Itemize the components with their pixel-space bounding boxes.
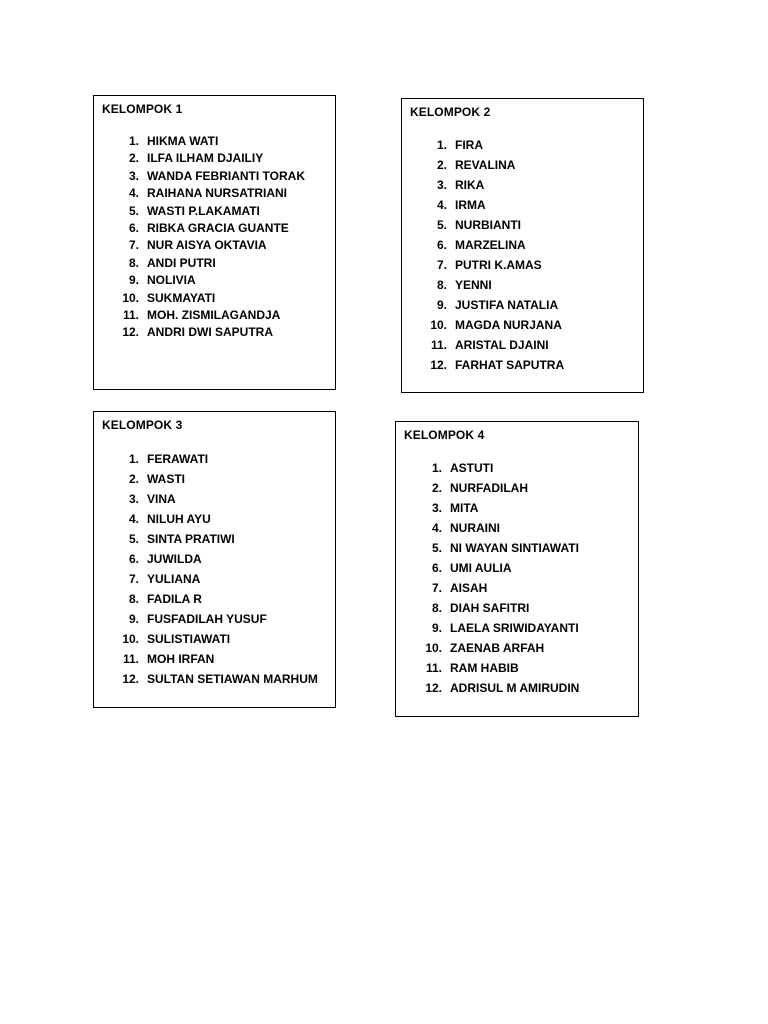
member-name: NUR AISYA OKTAVIA <box>147 238 267 253</box>
member-item <box>431 480 528 496</box>
group-title-2: KELOMPOK 2 <box>410 105 491 119</box>
member-number: 6. <box>431 561 442 575</box>
member-item <box>436 197 486 213</box>
member-name: ANDI PUTRI <box>147 255 216 270</box>
member-number: 10. <box>122 632 139 646</box>
member-name: DIAH SAFITRI <box>450 601 530 615</box>
member-number: 7. <box>436 258 447 272</box>
member-item <box>128 511 211 527</box>
member-name: MAGDA NURJANA <box>455 318 562 332</box>
member-item <box>128 255 216 271</box>
member-name: NOLIVIA <box>147 273 196 288</box>
member-name: FIRA <box>455 138 483 152</box>
member-name: REVALINA <box>455 158 516 172</box>
member-item <box>436 277 492 293</box>
member-number: 9. <box>431 621 442 635</box>
member-item <box>122 651 215 667</box>
member-number: 12. <box>122 672 139 686</box>
member-number: 5. <box>436 218 447 232</box>
member-number: 9. <box>128 612 139 626</box>
member-name: RIKA <box>455 178 485 192</box>
member-item <box>128 491 176 507</box>
member-name: NI WAYAN SINTIAWATI <box>450 541 579 555</box>
member-item <box>425 660 519 676</box>
member-item <box>431 620 579 636</box>
member-name: RIBKA GRACIA GUANTE <box>147 221 289 235</box>
member-item <box>122 324 273 340</box>
member-item <box>122 290 216 306</box>
member-number: 12. <box>122 325 139 340</box>
member-item <box>128 591 202 607</box>
member-name: YENNI <box>455 278 492 292</box>
member-number: 11. <box>122 308 139 322</box>
member-number: 7. <box>128 572 139 586</box>
member-number: 12. <box>430 358 447 372</box>
member-item <box>425 680 580 696</box>
member-number: 7. <box>431 581 442 595</box>
group-box-4 <box>395 421 639 717</box>
member-name: AISAH <box>450 581 488 595</box>
member-number: 1. <box>128 134 139 148</box>
member-name: UMI AULIA <box>450 561 512 575</box>
member-name: RAIHANA NURSATRIANI <box>147 186 287 201</box>
member-name: ASTUTI <box>450 461 494 475</box>
member-item <box>128 237 267 253</box>
group-box-1 <box>93 95 336 390</box>
member-number: 2. <box>436 158 447 172</box>
member-item <box>128 220 289 236</box>
member-item <box>431 500 479 516</box>
member-item <box>128 272 196 288</box>
member-number: 3. <box>431 501 442 515</box>
member-name: ARISTAL DJAINI <box>455 338 549 352</box>
group-title-4: KELOMPOK 4 <box>404 428 485 442</box>
member-name: MARZELINA <box>455 238 526 252</box>
member-item <box>436 237 526 253</box>
member-item <box>128 203 260 219</box>
group-box-2 <box>401 98 644 393</box>
member-name: ANDRI DWI SAPUTRA <box>147 325 273 340</box>
group-box-3 <box>93 411 336 708</box>
group-title-1: KELOMPOK 1 <box>102 102 183 116</box>
member-number: 8. <box>128 255 139 270</box>
member-number: 1. <box>128 452 139 466</box>
member-number: 2. <box>128 151 139 166</box>
member-item <box>430 317 562 333</box>
member-number: 4. <box>431 521 442 535</box>
member-name: MOH. ZISMILAGANDJA <box>147 308 281 322</box>
member-item <box>431 560 512 576</box>
member-name: NURFADILAH <box>450 481 528 495</box>
member-number: 3. <box>436 178 447 192</box>
member-item <box>122 307 281 323</box>
member-name: FERAWATI <box>147 452 209 466</box>
member-name: MOH IRFAN <box>147 652 215 666</box>
member-name: IRMA <box>455 198 486 212</box>
member-number: 3. <box>128 492 139 506</box>
member-item <box>431 460 494 476</box>
member-item <box>128 150 264 166</box>
member-name: SULTAN SETIAWAN MARHUM <box>147 672 318 686</box>
member-item <box>128 168 305 184</box>
member-number: 4. <box>128 186 139 201</box>
member-item <box>430 357 565 373</box>
member-number: 10. <box>430 318 447 332</box>
member-item <box>122 671 318 687</box>
member-number: 6. <box>128 221 139 235</box>
member-number: 2. <box>128 472 139 486</box>
member-number: 5. <box>128 203 139 218</box>
member-name: RAM HABIB <box>450 661 519 675</box>
member-name: NURAINI <box>450 521 500 535</box>
member-name: PUTRI K.AMAS <box>455 258 542 272</box>
member-item <box>431 540 579 556</box>
member-name: WASTI <box>147 472 185 486</box>
member-number: 1. <box>431 461 442 475</box>
member-name: MITA <box>450 501 479 515</box>
member-number: 11. <box>122 652 139 666</box>
member-number: 8. <box>436 278 447 292</box>
member-item <box>128 571 201 587</box>
member-number: 12. <box>425 681 442 695</box>
member-number: 9. <box>128 273 139 288</box>
member-item <box>128 133 219 149</box>
member-number: 1. <box>436 138 447 152</box>
member-name: VINA <box>147 492 176 506</box>
member-number: 6. <box>436 238 447 252</box>
member-name: ADRISUL M AMIRUDIN <box>450 681 580 695</box>
member-item <box>431 580 488 596</box>
member-name: ILFA ILHAM DJAILIY <box>147 151 264 166</box>
member-name: LAELA SRIWIDAYANTI <box>450 621 579 635</box>
member-number: 8. <box>128 592 139 606</box>
member-number: 5. <box>431 541 442 555</box>
member-item <box>128 551 202 567</box>
member-name: YULIANA <box>147 572 201 586</box>
member-item <box>436 177 485 193</box>
member-number: 9. <box>436 298 447 312</box>
member-name: SULISTIAWATI <box>147 632 231 646</box>
member-item <box>128 611 267 627</box>
member-item <box>436 137 483 153</box>
member-name: WANDA FEBRIANTI TORAK <box>147 168 305 183</box>
member-name: NURBIANTI <box>455 218 521 232</box>
member-item <box>436 157 516 173</box>
member-number: 4. <box>436 198 447 212</box>
member-name: FARHAT SAPUTRA <box>455 358 565 372</box>
member-item <box>430 337 549 353</box>
member-number: 3. <box>128 168 139 183</box>
member-name: HIKMA WATI <box>147 134 219 148</box>
member-item <box>128 451 209 467</box>
member-item <box>431 600 530 616</box>
member-number: 5. <box>128 532 139 546</box>
member-item <box>128 471 185 487</box>
member-name: SUKMAYATI <box>147 290 216 305</box>
member-number: 11. <box>430 338 447 352</box>
member-number: 10. <box>425 641 442 655</box>
member-name: WASTI P.LAKAMATI <box>147 203 260 218</box>
member-item <box>122 631 231 647</box>
member-name: ZAENAB ARFAH <box>450 641 545 655</box>
member-number: 4. <box>128 512 139 526</box>
member-item <box>436 297 559 313</box>
member-number: 2. <box>431 481 442 495</box>
member-name: JUSTIFA NATALIA <box>455 298 559 312</box>
member-number: 8. <box>431 601 442 615</box>
member-number: 11. <box>425 661 442 675</box>
member-item <box>425 640 545 656</box>
member-item <box>436 217 521 233</box>
member-name: NILUH AYU <box>147 512 211 526</box>
group-title-3: KELOMPOK 3 <box>102 418 183 432</box>
member-item <box>431 520 500 536</box>
member-number: 6. <box>128 552 139 566</box>
member-item <box>128 531 235 547</box>
member-name: FADILA R <box>147 592 202 606</box>
member-item <box>436 257 542 273</box>
member-name: JUWILDA <box>147 552 202 566</box>
member-item <box>128 185 287 201</box>
member-number: 7. <box>128 238 139 253</box>
member-name: SINTA PRATIWI <box>147 532 235 546</box>
member-number: 10. <box>122 290 139 305</box>
member-name: FUSFADILAH YUSUF <box>147 612 267 626</box>
